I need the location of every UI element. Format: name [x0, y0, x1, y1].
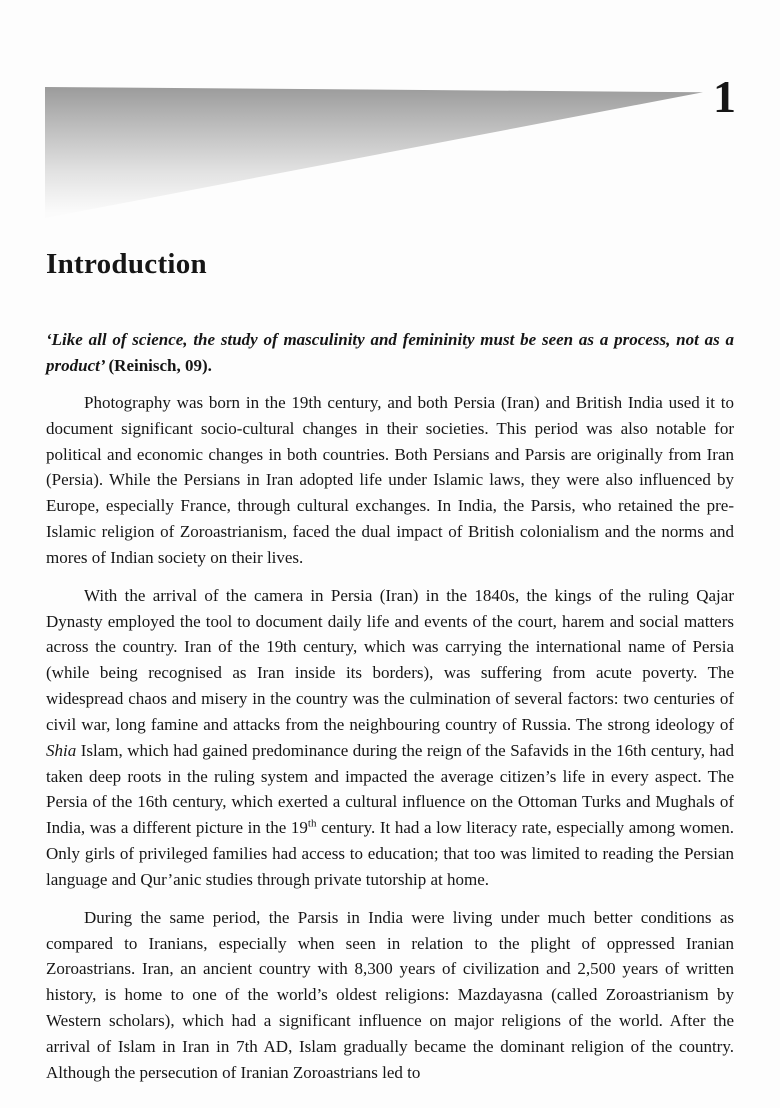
paragraph-2-text-b: Islam, which had gained predominance during the reign of the Safavids in the 16th century, had taken deep roots in the ruling system and impacted the average citizen’s life in every aspect. The Persia of the 16th century, which exerted a cultural influence on the Ottoman Turks and Mughals of India, was a different picture in the 19: [46, 740, 734, 838]
paragraph-3: During the same period, the Parsis in India were living under much better conditions as compared to Iranians, especially when seen in relation to the plight of oppressed Iranian Zoroastrians. Iran, an ancient country with 8,300 years of civilization and 2,500 years of written history, is home to one of the world’s oldest religions: Mazdayasna (called Zoroastrianism by Western scholars), which had a significant influence on major religions of the world. After the arrival of Islam in Iran in 7th AD, Islam gradually became the dominant religion of the country. Although the persecution of Iranian Zoroastrians led to: [46, 907, 734, 1082]
epigraph-quote: ‘Like all of science, the study of masculinity and femininity must be seen as a process, not as a product’: [46, 330, 734, 375]
chapter-number: 1: [713, 71, 736, 122]
superscript-th: th: [307, 817, 317, 830]
italic-term-shia: Shia: [46, 740, 77, 760]
chapter-title: Introduction: [46, 248, 207, 280]
paragraph-1: Photography was born in the 19th century, and both Persia (Iran) and British India used it to document significant socio-cultural changes in their societies. This period was also notable for political and economic changes in both countries. Both Persians and Parsis are originally from Iran (Persia). While the Persians in Iran adopted life under Islamic laws, they were also influenced by Europe, especially France, through cultural exchanges. In India, the Parsis, who retained the pre-Islamic religion of Zoroastrianism, faced the dual impact of British colonialism and the norms and mores of Indian society on their lives.: [46, 393, 734, 567]
epigraph: [46, 327, 734, 378]
paragraph-2-text-c: century. It had a low literacy rate, especially among women. Only girls of privileged families had access to education; that too was limited to reading the Persian language and Qur’anic studies through private tutorship at home.: [46, 818, 734, 889]
paragraph-2: [46, 583, 734, 893]
paragraph-2-text-a: With the arrival of the camera in Persia (Iran) in the 1840s, the kings of the ruling Qajar Dynasty employed the tool to document daily life and events of the court, harem and social matters across the country. Iran of the 19th century, which was carrying the international name of Persia (while being recognised as Iran inside its borders), was suffering from acute poverty. The widespread chaos and misery in the country was the culmination of several factors: two centuries of civil war, long famine and attacks from the neighbouring country of Russia. The strong ideology of: [46, 585, 734, 734]
epigraph-citation: (Reinisch, 09).: [108, 355, 212, 375]
page-content: [46, 0, 734, 1086]
